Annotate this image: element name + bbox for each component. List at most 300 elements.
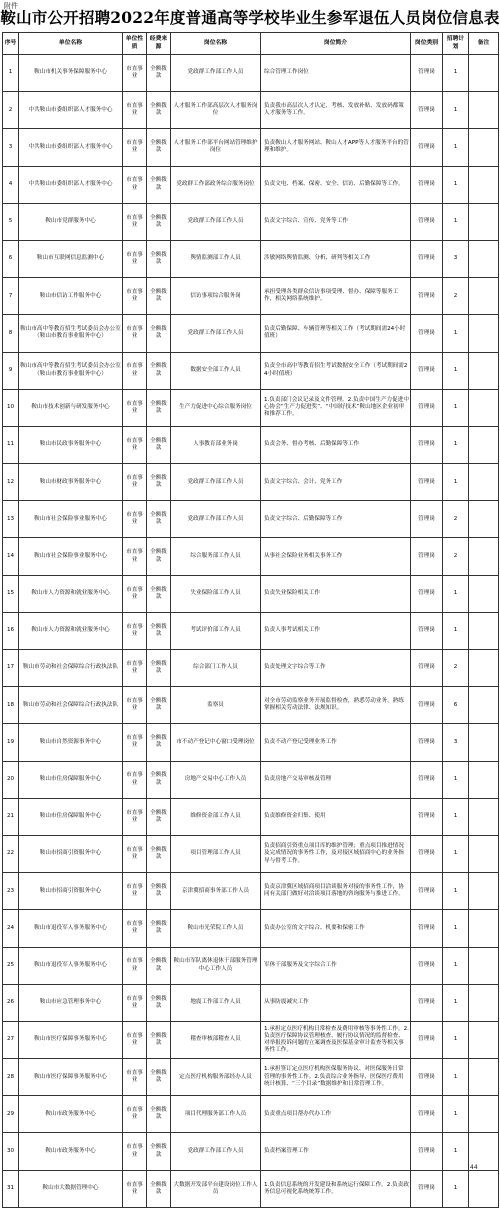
cell-unit: 鞍山市劳动和社会保障综合行政执法队 <box>19 650 123 687</box>
cell-intro: 负责人事考试相关工作 <box>261 612 411 649</box>
cell-intro: 1.负责部门会议记录及文件管理。2.负责中国生产力促进中心协会“生产力促进奖”、“中国好技术”鞍山地区企业初审和推荐工作。 <box>261 389 411 426</box>
cell-plan: 1 <box>443 92 469 129</box>
cell-unit: 鞍山市退役军人事务服务中心 <box>19 947 123 984</box>
cell-no: 2 <box>3 92 19 129</box>
cell-post: 综合服务部工作人员 <box>171 538 261 575</box>
table-row <box>3 1170 499 1207</box>
cell-category: 管理岗 <box>411 575 443 612</box>
cell-no: 19 <box>3 724 19 761</box>
cell-note <box>469 240 499 277</box>
cell-plan: 1 <box>443 426 469 463</box>
cell-plan: 1 <box>443 575 469 612</box>
table-row <box>3 835 499 872</box>
table-row <box>3 1021 499 1058</box>
cell-plan: 1 <box>443 166 469 203</box>
cell-post: 稽查审核部稽查人员 <box>171 1021 261 1058</box>
cell-note <box>469 315 499 352</box>
table-row <box>3 575 499 612</box>
cell-note <box>469 1059 499 1096</box>
cell-no: 26 <box>3 984 19 1021</box>
cell-post: 定点医疗机构服务部经办人员 <box>171 1059 261 1096</box>
table-row <box>3 650 499 687</box>
table-row <box>3 203 499 240</box>
cell-unit: 鞍山市机关事务保障服务中心 <box>19 55 123 92</box>
cell-funding: 全额拨款 <box>147 1059 171 1096</box>
cell-no: 11 <box>3 426 19 463</box>
cell-post: 综合部门工作人员 <box>171 650 261 687</box>
cell-no: 17 <box>3 650 19 687</box>
cell-note <box>469 835 499 872</box>
cell-category: 管理岗 <box>411 650 443 687</box>
cell-funding: 全额拨款 <box>147 835 171 872</box>
cell-funding: 全额拨款 <box>147 389 171 426</box>
cell-intro: 负责处理文字综合等工作 <box>261 650 411 687</box>
cell-plan: 1 <box>443 1170 469 1207</box>
cell-plan: 2 <box>443 538 469 575</box>
cell-no: 3 <box>3 129 19 166</box>
table-row <box>3 426 499 463</box>
cell-note <box>469 873 499 910</box>
cell-post: 数据安全部工作人员 <box>171 352 261 389</box>
cell-no: 4 <box>3 166 19 203</box>
positions-table <box>2 32 499 1208</box>
cell-note <box>469 1170 499 1207</box>
cell-funding: 全额拨款 <box>147 650 171 687</box>
table-row <box>3 761 499 798</box>
cell-unit: 鞍山市人力资源和就业服务中心 <box>19 575 123 612</box>
cell-plan: 2 <box>443 650 469 687</box>
header-note: 备注 <box>469 33 499 55</box>
cell-nature: 市直事业 <box>123 910 147 947</box>
table-row <box>3 873 499 910</box>
cell-funding: 全额拨款 <box>147 501 171 538</box>
cell-intro: 负责文字综合、宣传、党务等工作 <box>261 203 411 240</box>
cell-nature: 市直事业 <box>123 55 147 92</box>
cell-category: 管理岗 <box>411 426 443 463</box>
cell-note <box>469 650 499 687</box>
cell-funding: 全额拨款 <box>147 426 171 463</box>
header-no: 序号 <box>3 33 19 55</box>
cell-intro: 负责房地产交易审核及管理 <box>261 761 411 798</box>
cell-unit: 鞍山市招商引资服务中心 <box>19 835 123 872</box>
cell-funding: 全额拨款 <box>147 240 171 277</box>
cell-category: 管理岗 <box>411 835 443 872</box>
cell-plan: 1 <box>443 798 469 835</box>
cell-category: 管理岗 <box>411 1059 443 1096</box>
cell-note <box>469 1021 499 1058</box>
cell-post: 项目代理服务部工作人员 <box>171 1096 261 1133</box>
cell-plan: 1 <box>443 761 469 798</box>
cell-plan: 1 <box>443 352 469 389</box>
cell-unit: 鞍山市民政事务服务中心 <box>19 426 123 463</box>
cell-note <box>469 724 499 761</box>
cell-post: 党政群工作部工作人员 <box>171 1133 261 1170</box>
cell-intro: 负责不动产登记受理业务工作 <box>261 724 411 761</box>
cell-plan: 1 <box>443 315 469 352</box>
cell-plan: 2 <box>443 501 469 538</box>
cell-category: 管理岗 <box>411 464 443 501</box>
cell-post: 市不动产登记中心窗口受理岗位 <box>171 724 261 761</box>
cell-intro: 从事社会保险业务相关事务工作 <box>261 538 411 575</box>
cell-note <box>469 501 499 538</box>
cell-funding: 全额拨款 <box>147 1170 171 1207</box>
cell-no: 12 <box>3 464 19 501</box>
cell-intro: 1.承担签订定点医疗机构医保服务协议、对医保服务日常管理的事务性工作。2.负责综合业务指导、医保医疗费用统计核算、“三个目录”数据维护和日常管理工作。 <box>261 1059 411 1096</box>
cell-post: 鞍山市军队离休退休干部服务管理中心工作人员 <box>171 947 261 984</box>
cell-intro: 负责会务、督办考核、后勤保障等工作 <box>261 426 411 463</box>
cell-nature: 市直事业 <box>123 278 147 315</box>
cell-nature: 市直事业 <box>123 650 147 687</box>
cell-nature: 市直事业 <box>123 352 147 389</box>
cell-funding: 全额拨款 <box>147 1096 171 1133</box>
cell-funding: 全额拨款 <box>147 798 171 835</box>
cell-funding: 全额拨款 <box>147 464 171 501</box>
cell-note <box>469 538 499 575</box>
cell-note <box>469 984 499 1021</box>
cell-note <box>469 1096 499 1133</box>
cell-funding: 全额拨款 <box>147 352 171 389</box>
cell-funding: 全额拨款 <box>147 315 171 352</box>
table-row <box>3 166 499 203</box>
cell-post: 生产力促进中心综合服务岗位 <box>171 389 261 426</box>
cell-unit: 鞍山市住房保障服务中心 <box>19 798 123 835</box>
cell-plan: 2 <box>443 278 469 315</box>
cell-nature: 市直事业 <box>123 389 147 426</box>
cell-no: 9 <box>3 352 19 389</box>
cell-unit: 鞍山市高中等教育招生考试委员会办公室（鞍山市教育事业服务中心） <box>19 315 123 352</box>
cell-note <box>469 947 499 984</box>
table-row <box>3 1133 499 1170</box>
cell-no: 29 <box>3 1096 19 1133</box>
cell-post: 信访事项综合服务岗 <box>171 278 261 315</box>
cell-funding: 全额拨款 <box>147 1133 171 1170</box>
cell-no: 27 <box>3 1021 19 1058</box>
cell-post: 人才服务工作部高层次人才服务岗位 <box>171 92 261 129</box>
cell-funding: 全额拨款 <box>147 687 171 724</box>
cell-plan: 1 <box>443 389 469 426</box>
cell-category: 管理岗 <box>411 947 443 984</box>
cell-intro: 负责重点项目帮办代办工作 <box>261 1096 411 1133</box>
cell-unit: 鞍山市信访工作服务中心 <box>19 278 123 315</box>
cell-note <box>469 910 499 947</box>
cell-funding: 全额拨款 <box>147 724 171 761</box>
cell-no: 16 <box>3 612 19 649</box>
cell-nature: 市直事业 <box>123 1133 147 1170</box>
table-row <box>3 538 499 575</box>
cell-plan: 1 <box>443 835 469 872</box>
cell-funding: 全额拨款 <box>147 92 171 129</box>
cell-post: 党政群工作部工作人员 <box>171 464 261 501</box>
cell-nature: 市直事业 <box>123 1170 147 1207</box>
table-row <box>3 612 499 649</box>
cell-funding: 全额拨款 <box>147 873 171 910</box>
cell-note <box>469 575 499 612</box>
cell-post: 地震工作部工作人员 <box>171 984 261 1021</box>
cell-category: 管理岗 <box>411 240 443 277</box>
cell-no: 8 <box>3 315 19 352</box>
cell-unit: 鞍山市财政事务服务中心 <box>19 464 123 501</box>
table-row <box>3 910 499 947</box>
cell-no: 23 <box>3 873 19 910</box>
cell-note <box>469 166 499 203</box>
cell-post: 维修资金部工作人员 <box>171 798 261 835</box>
cell-unit: 鞍山市住房保障服务中心 <box>19 761 123 798</box>
cell-post: 房地产交易中心工作人员 <box>171 761 261 798</box>
cell-intro: 1.负责信息系统的开发建设和系统运行保障工作。2.负责政务信息可视化系统统筹工作。 <box>261 1170 411 1207</box>
cell-no: 31 <box>3 1170 19 1207</box>
cell-nature: 市直事业 <box>123 464 147 501</box>
cell-post: 大数据开发部平台建设岗位工作人员 <box>171 1170 261 1207</box>
table-row <box>3 464 499 501</box>
cell-category: 管理岗 <box>411 1170 443 1207</box>
cell-unit: 鞍山市招商引资服务中心 <box>19 873 123 910</box>
table-row <box>3 240 499 277</box>
cell-nature: 市直事业 <box>123 1021 147 1058</box>
cell-plan: 1 <box>443 1059 469 1096</box>
cell-category: 管理岗 <box>411 389 443 426</box>
cell-category: 管理岗 <box>411 724 443 761</box>
cell-category: 管理岗 <box>411 129 443 166</box>
cell-nature: 市直事业 <box>123 92 147 129</box>
attachment-label: 附件 <box>4 2 18 10</box>
cell-no: 22 <box>3 835 19 872</box>
cell-unit: 鞍山市党群服务中心 <box>19 203 123 240</box>
cell-post: 京津冀招商事务部工作人员 <box>171 873 261 910</box>
cell-no: 10 <box>3 389 19 426</box>
cell-funding: 全额拨款 <box>147 1021 171 1058</box>
cell-funding: 全额拨款 <box>147 55 171 92</box>
cell-plan: 3 <box>443 240 469 277</box>
cell-plan: 6 <box>443 687 469 724</box>
cell-no: 18 <box>3 687 19 724</box>
cell-plan: 1 <box>443 984 469 1021</box>
header-intro: 岗位简介 <box>261 33 411 55</box>
cell-intro: 负责后勤保障、车辆管理等相关工作（考试期间需24小时值班） <box>261 315 411 352</box>
cell-funding: 全额拨款 <box>147 538 171 575</box>
cell-post: 舆情监测部工作人员 <box>171 240 261 277</box>
cell-intro: 负责文字综合、会计、党务工作 <box>261 464 411 501</box>
table-row <box>3 501 499 538</box>
cell-funding: 全额拨款 <box>147 612 171 649</box>
cell-nature: 市直事业 <box>123 724 147 761</box>
cell-unit: 鞍山市高中等教育招生考试委员会办公室（鞍山市教育事业服务中心） <box>19 352 123 389</box>
cell-funding: 全额拨款 <box>147 761 171 798</box>
cell-post: 党政群工作部工作人员 <box>171 203 261 240</box>
cell-note <box>469 55 499 92</box>
table-row <box>3 947 499 984</box>
cell-post: 党政群工作部工作人员 <box>171 55 261 92</box>
cell-post: 失业保险部工作人员 <box>171 575 261 612</box>
table-row <box>3 687 499 724</box>
cell-no: 20 <box>3 761 19 798</box>
cell-nature: 市直事业 <box>123 203 147 240</box>
page-title: 鞍山市公开招聘2022年度普通高等学校毕业生参军退伍人员岗位信息表 <box>0 8 500 27</box>
cell-post: 党政群工作部工作人员 <box>171 501 261 538</box>
cell-funding: 全额拨款 <box>147 984 171 1021</box>
header-post: 岗位名称 <box>171 33 261 55</box>
cell-category: 管理岗 <box>411 352 443 389</box>
cell-nature: 市直事业 <box>123 240 147 277</box>
cell-intro: 负责维修资金归集、使用 <box>261 798 411 835</box>
cell-intro: 负责京津冀区域招商项目洽谈服务对接的事务性工作，协同有关部门做好对洽谈项目落地的咨询服务与推进工作。 <box>261 873 411 910</box>
cell-nature: 市直事业 <box>123 426 147 463</box>
cell-plan: 1 <box>443 129 469 166</box>
cell-nature: 市直事业 <box>123 129 147 166</box>
cell-note <box>469 761 499 798</box>
cell-note <box>469 389 499 426</box>
cell-plan: 1 <box>443 203 469 240</box>
cell-nature: 市直事业 <box>123 835 147 872</box>
cell-category: 管理岗 <box>411 1096 443 1133</box>
cell-note <box>469 687 499 724</box>
cell-post: 党政群工作部工作人员 <box>171 315 261 352</box>
cell-no: 28 <box>3 1059 19 1096</box>
header-nature: 单位性质 <box>123 33 147 55</box>
cell-no: 5 <box>3 203 19 240</box>
cell-unit: 鞍山市人力资源和就业服务中心 <box>19 612 123 649</box>
cell-note <box>469 798 499 835</box>
cell-plan: 1 <box>443 1096 469 1133</box>
cell-intro: 负责全市高中等教育招生考试数据安全工作（考试期间需24小时值班） <box>261 352 411 389</box>
cell-intro: 综合管理工作岗位 <box>261 55 411 92</box>
cell-nature: 市直事业 <box>123 798 147 835</box>
cell-nature: 市直事业 <box>123 761 147 798</box>
cell-category: 管理岗 <box>411 501 443 538</box>
cell-intro: 负责失业保险相关工作 <box>261 575 411 612</box>
cell-unit: 鞍山市互联网信息监测中心 <box>19 240 123 277</box>
table-row <box>3 1096 499 1133</box>
cell-intro: 军休干部服务及文字综合工作 <box>261 947 411 984</box>
cell-nature: 市直事业 <box>123 538 147 575</box>
cell-intro: 承担受理各类群众信访事项受理、督办、保障等服务工作，相关网络系统维护。 <box>261 278 411 315</box>
cell-no: 30 <box>3 1133 19 1170</box>
cell-no: 24 <box>3 910 19 947</box>
cell-nature: 市直事业 <box>123 612 147 649</box>
table-row <box>3 724 499 761</box>
cell-category: 管理岗 <box>411 166 443 203</box>
cell-unit: 鞍山市技术创新与研发服务中心 <box>19 389 123 426</box>
cell-plan: 1 <box>443 55 469 92</box>
cell-unit: 鞍山市应急管理事务中心 <box>19 984 123 1021</box>
cell-unit: 鞍山市政务服务中心 <box>19 1133 123 1170</box>
cell-post: 人才服务工作部平台网站管理维护岗位 <box>171 129 261 166</box>
cell-funding: 全额拨款 <box>147 278 171 315</box>
cell-unit: 鞍山市社会保险事业服务中心 <box>19 501 123 538</box>
cell-nature: 市直事业 <box>123 575 147 612</box>
cell-note <box>469 278 499 315</box>
cell-funding: 全额拨款 <box>147 166 171 203</box>
cell-no: 13 <box>3 501 19 538</box>
header-plan: 招聘计划 <box>443 33 469 55</box>
cell-plan: 1 <box>443 947 469 984</box>
table-row <box>3 92 499 129</box>
cell-post: 监察员 <box>171 687 261 724</box>
cell-intro: 对全市劳动监察业务开展监督检查，熟悉劳动业务，熟练掌握相关劳动法律、法规知识。 <box>261 687 411 724</box>
page-number: 44 <box>470 1164 478 1171</box>
cell-post: 人事教育部业务岗 <box>171 426 261 463</box>
cell-category: 管理岗 <box>411 873 443 910</box>
cell-category: 管理岗 <box>411 761 443 798</box>
cell-unit: 中共鞍山市委组织部人才服务中心 <box>19 166 123 203</box>
cell-nature: 市直事业 <box>123 1059 147 1096</box>
cell-intro: 负责我市高层次人才认定、考核、发放补贴、发放码都策人才服务等工作。 <box>261 92 411 129</box>
cell-unit: 鞍山市医疗保障事务服务中心 <box>19 1059 123 1096</box>
cell-intro: 负责档案管理工作 <box>261 1133 411 1170</box>
cell-unit: 鞍山市自然资源事务中心 <box>19 724 123 761</box>
cell-nature: 市直事业 <box>123 166 147 203</box>
cell-note <box>469 129 499 166</box>
cell-no: 15 <box>3 575 19 612</box>
cell-note <box>469 352 499 389</box>
table-row <box>3 315 499 352</box>
cell-intro: 1.承担定点医疗机构日常检查及费用审核等事务性工作。2.负责医疗保障协议管理核查、履行协议情况的监督检查、对举报投诉问题的立案调查及医保基金审计监查等相关事务性工作。 <box>261 1021 411 1058</box>
cell-post: 考试评价部工作人员 <box>171 612 261 649</box>
cell-category: 管理岗 <box>411 910 443 947</box>
cell-nature: 市直事业 <box>123 315 147 352</box>
header-funding: 经费来源 <box>147 33 171 55</box>
cell-note <box>469 612 499 649</box>
cell-funding: 全额拨款 <box>147 129 171 166</box>
cell-note <box>469 426 499 463</box>
cell-category: 管理岗 <box>411 984 443 1021</box>
cell-note <box>469 203 499 240</box>
cell-plan: 1 <box>443 464 469 501</box>
cell-category: 管理岗 <box>411 278 443 315</box>
cell-funding: 全额拨款 <box>147 575 171 612</box>
cell-post: 党政群工作部政务综合服务岗位 <box>171 166 261 203</box>
cell-category: 管理岗 <box>411 1133 443 1170</box>
table-body <box>3 55 499 1208</box>
cell-no: 1 <box>3 55 19 92</box>
cell-post: 项目管理部工作人员 <box>171 835 261 872</box>
cell-no: 21 <box>3 798 19 835</box>
cell-category: 管理岗 <box>411 203 443 240</box>
cell-funding: 全额拨款 <box>147 203 171 240</box>
table-row <box>3 798 499 835</box>
cell-category: 管理岗 <box>411 798 443 835</box>
cell-note <box>469 92 499 129</box>
cell-plan: 1 <box>443 1133 469 1170</box>
table-row <box>3 389 499 426</box>
cell-nature: 市直事业 <box>123 501 147 538</box>
cell-plan: 1 <box>443 1021 469 1058</box>
cell-unit: 鞍山市大数据管理中心 <box>19 1170 123 1207</box>
cell-unit: 中共鞍山市委组织部人才服务中心 <box>19 92 123 129</box>
cell-category: 管理岗 <box>411 538 443 575</box>
cell-nature: 市直事业 <box>123 984 147 1021</box>
cell-post: 鞍山市光荣院工作人员 <box>171 910 261 947</box>
cell-no: 25 <box>3 947 19 984</box>
cell-unit: 鞍山市劳动和社会保障综合行政执法队 <box>19 687 123 724</box>
cell-plan: 3 <box>443 724 469 761</box>
cell-intro: 涉敏网络舆情监测、分析、研判等相关工作 <box>261 240 411 277</box>
cell-intro: 负责文电、档案、保密、安全、信访、后勤保障等工作。 <box>261 166 411 203</box>
cell-unit: 鞍山市退役军人事务服务中心 <box>19 910 123 947</box>
header-category: 岗位类别 <box>411 33 443 55</box>
cell-category: 管理岗 <box>411 92 443 129</box>
cell-intro: 负责文字综合、后勤保障等工作 <box>261 501 411 538</box>
cell-intro: 负责鞍山人才服务网站、鞍山人才APP等人才服务平台的管理和维护。 <box>261 129 411 166</box>
cell-nature: 市直事业 <box>123 1096 147 1133</box>
table-row <box>3 1059 499 1096</box>
cell-no: 6 <box>3 240 19 277</box>
cell-intro: 负责招商引资重点项目库的维护管理；重点项目推进情况及完成情况的事务性工作，及对接区域招商中心的业务指导与督考工作。 <box>261 835 411 872</box>
cell-no: 7 <box>3 278 19 315</box>
table-row <box>3 55 499 92</box>
table-row <box>3 278 499 315</box>
cell-plan: 1 <box>443 910 469 947</box>
table-row <box>3 352 499 389</box>
